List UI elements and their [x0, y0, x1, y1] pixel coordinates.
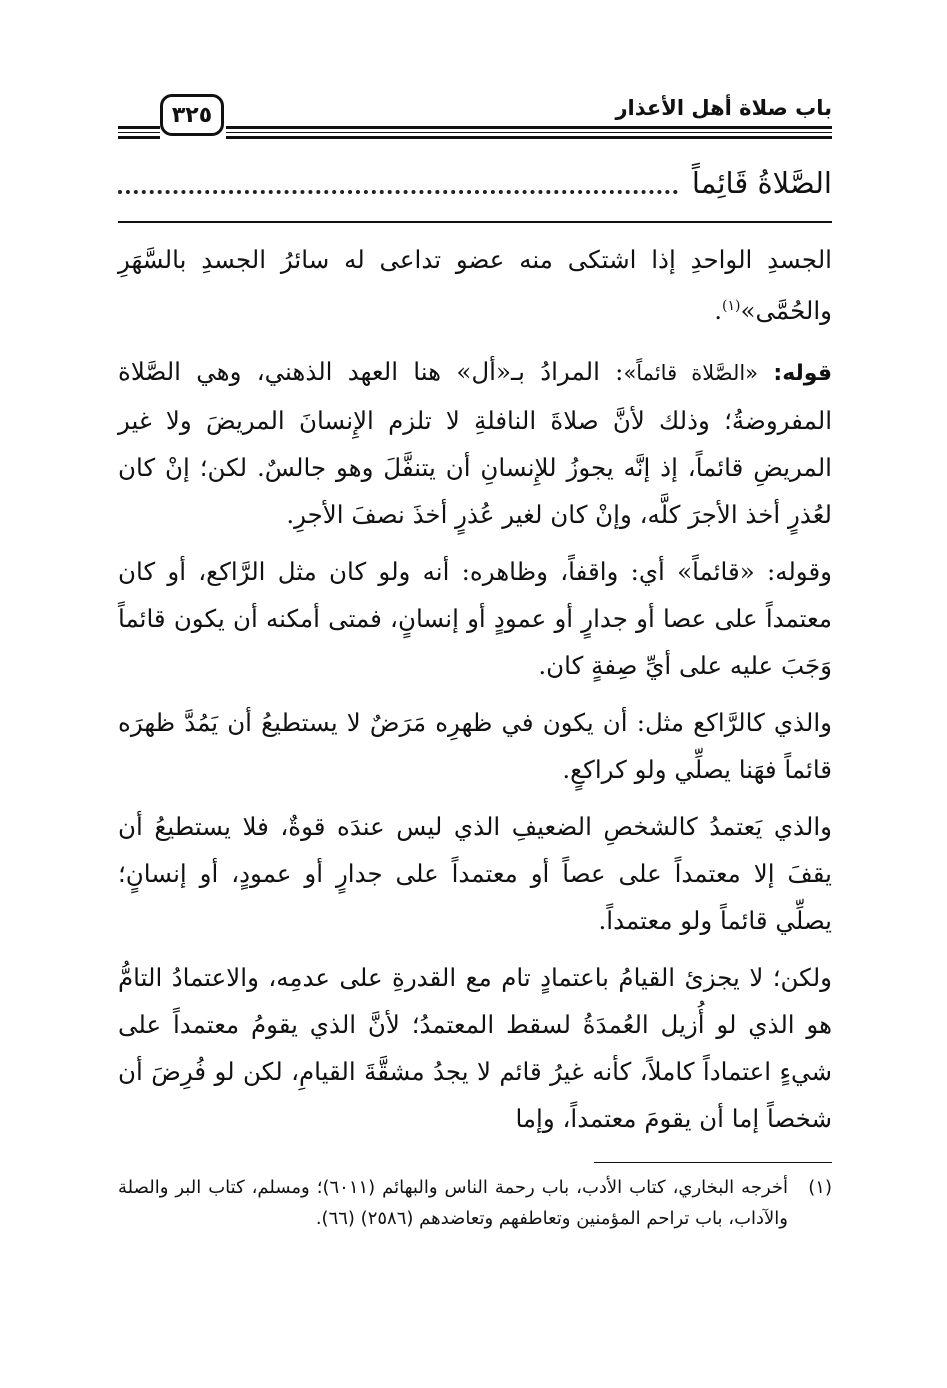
lead-word: قوله:	[773, 361, 833, 387]
title-divider	[118, 221, 832, 223]
page-header	[118, 92, 832, 144]
header-rule	[226, 126, 832, 129]
body-text	[118, 236, 832, 1152]
section-title-text: الصَّلاةُ قَائِماً	[691, 166, 832, 200]
header-rule	[118, 132, 160, 133]
paragraph	[118, 348, 832, 538]
paragraph: ولكن؛ لا يجزئ القيامُ باعتمادٍ تام مع القدرةِ على عدمِه، والاعتمادُ التامُّ هو الذي لو أُزيل العُمدَةُ لسقط المعتمدُ؛ لأنَّ الذي يقومُ معتمداً على شيءٍ اعتماداً كاملاً، كأنه غيرُ قائم لا يجدُ مشقَّةَ القيامِ، لكن لو فُرِضَ أن شخصاً إما أن يقومَ معتمداً، وإما	[118, 963, 832, 1134]
paragraph-text: الجسدِ الواحدِ إذا اشتكى منه عضو تداعى له سائرُ الجسدِ بالسَّهَرِ والحُمَّى»	[118, 245, 832, 326]
page-number: ٣٢٥	[160, 94, 224, 136]
footnote	[118, 1172, 832, 1234]
footnote-ref: (١)	[722, 298, 741, 314]
paragraph-text: : المرادُ بـ«أل» هنا العهد الذهني، وهي الصَّلاة المفروضةُ؛ وذلك لأنَّ صلاةَ النافلةِ لا تلزم الإِنسانَ المريضَ ولا غير المريضِ قائماً، إذ إنَّه يجوزُ للإِنسانِ أن يتنفَّلَ وهو جالسٌ. لكن؛ إنْ كان لعُذرٍ أخذ الأجرَ كلَّه، وإنْ كان لغير عُذرٍ أخذَ نصفَ الأجرِ.	[118, 357, 832, 530]
running-head: باب صلاة أهل الأعذار	[615, 96, 832, 120]
quoted-term: «الصَّلاة قائماً»	[623, 361, 759, 386]
header-rule	[118, 136, 160, 139]
section-title	[118, 158, 832, 208]
paragraph-text: .	[714, 296, 723, 326]
footnote-text: أخرجه البخاري، كتاب الأدب، باب رحمة الناس والبهائم (٦٠١١)؛ ومسلم، كتاب البر والصلة والآداب، باب تراحم المؤمنين وتعاطفهم وتعاضدهم (٢٥٨٦) (٦٦).	[118, 1177, 788, 1229]
footnote-divider	[594, 1162, 832, 1163]
paragraph: وقوله: «قائماً» أي: واقفاً، وظاهره: أنه ولو كان مثل الرَّاكع، أو كان معتمداً على عصا أو جدارٍ أو عمودٍ أو إنسانٍ، فمتى أمكنه أن يكون قائماً وَجَبَ عليه على أيِّ صِفةٍ كان.	[118, 557, 832, 681]
paragraph	[118, 236, 832, 334]
footnote-number: (١)	[808, 1177, 832, 1198]
header-rule	[226, 136, 832, 139]
header-rule	[226, 132, 832, 133]
header-rule	[118, 126, 160, 129]
paragraph: والذي كالرَّاكع مثل: أن يكون في ظهرِه مَرَضٌ لا يستطيعُ أن يَمُدَّ ظهرَه قائماً فهَنا يصلِّي ولو كراكعٍ.	[118, 708, 832, 785]
paragraph: والذي يَعتمدُ كالشخصِ الضعيفِ الذي ليس عندَه قوةٌ، فلا يستطيعُ أن يقفَ إلا معتمداً على عصاً أو معتمداً على جدارٍ أو عمودٍ، أو إنسانٍ؛ يصلِّي قائماً ولو معتمداً.	[118, 812, 832, 936]
dotted-leader	[118, 172, 678, 194]
